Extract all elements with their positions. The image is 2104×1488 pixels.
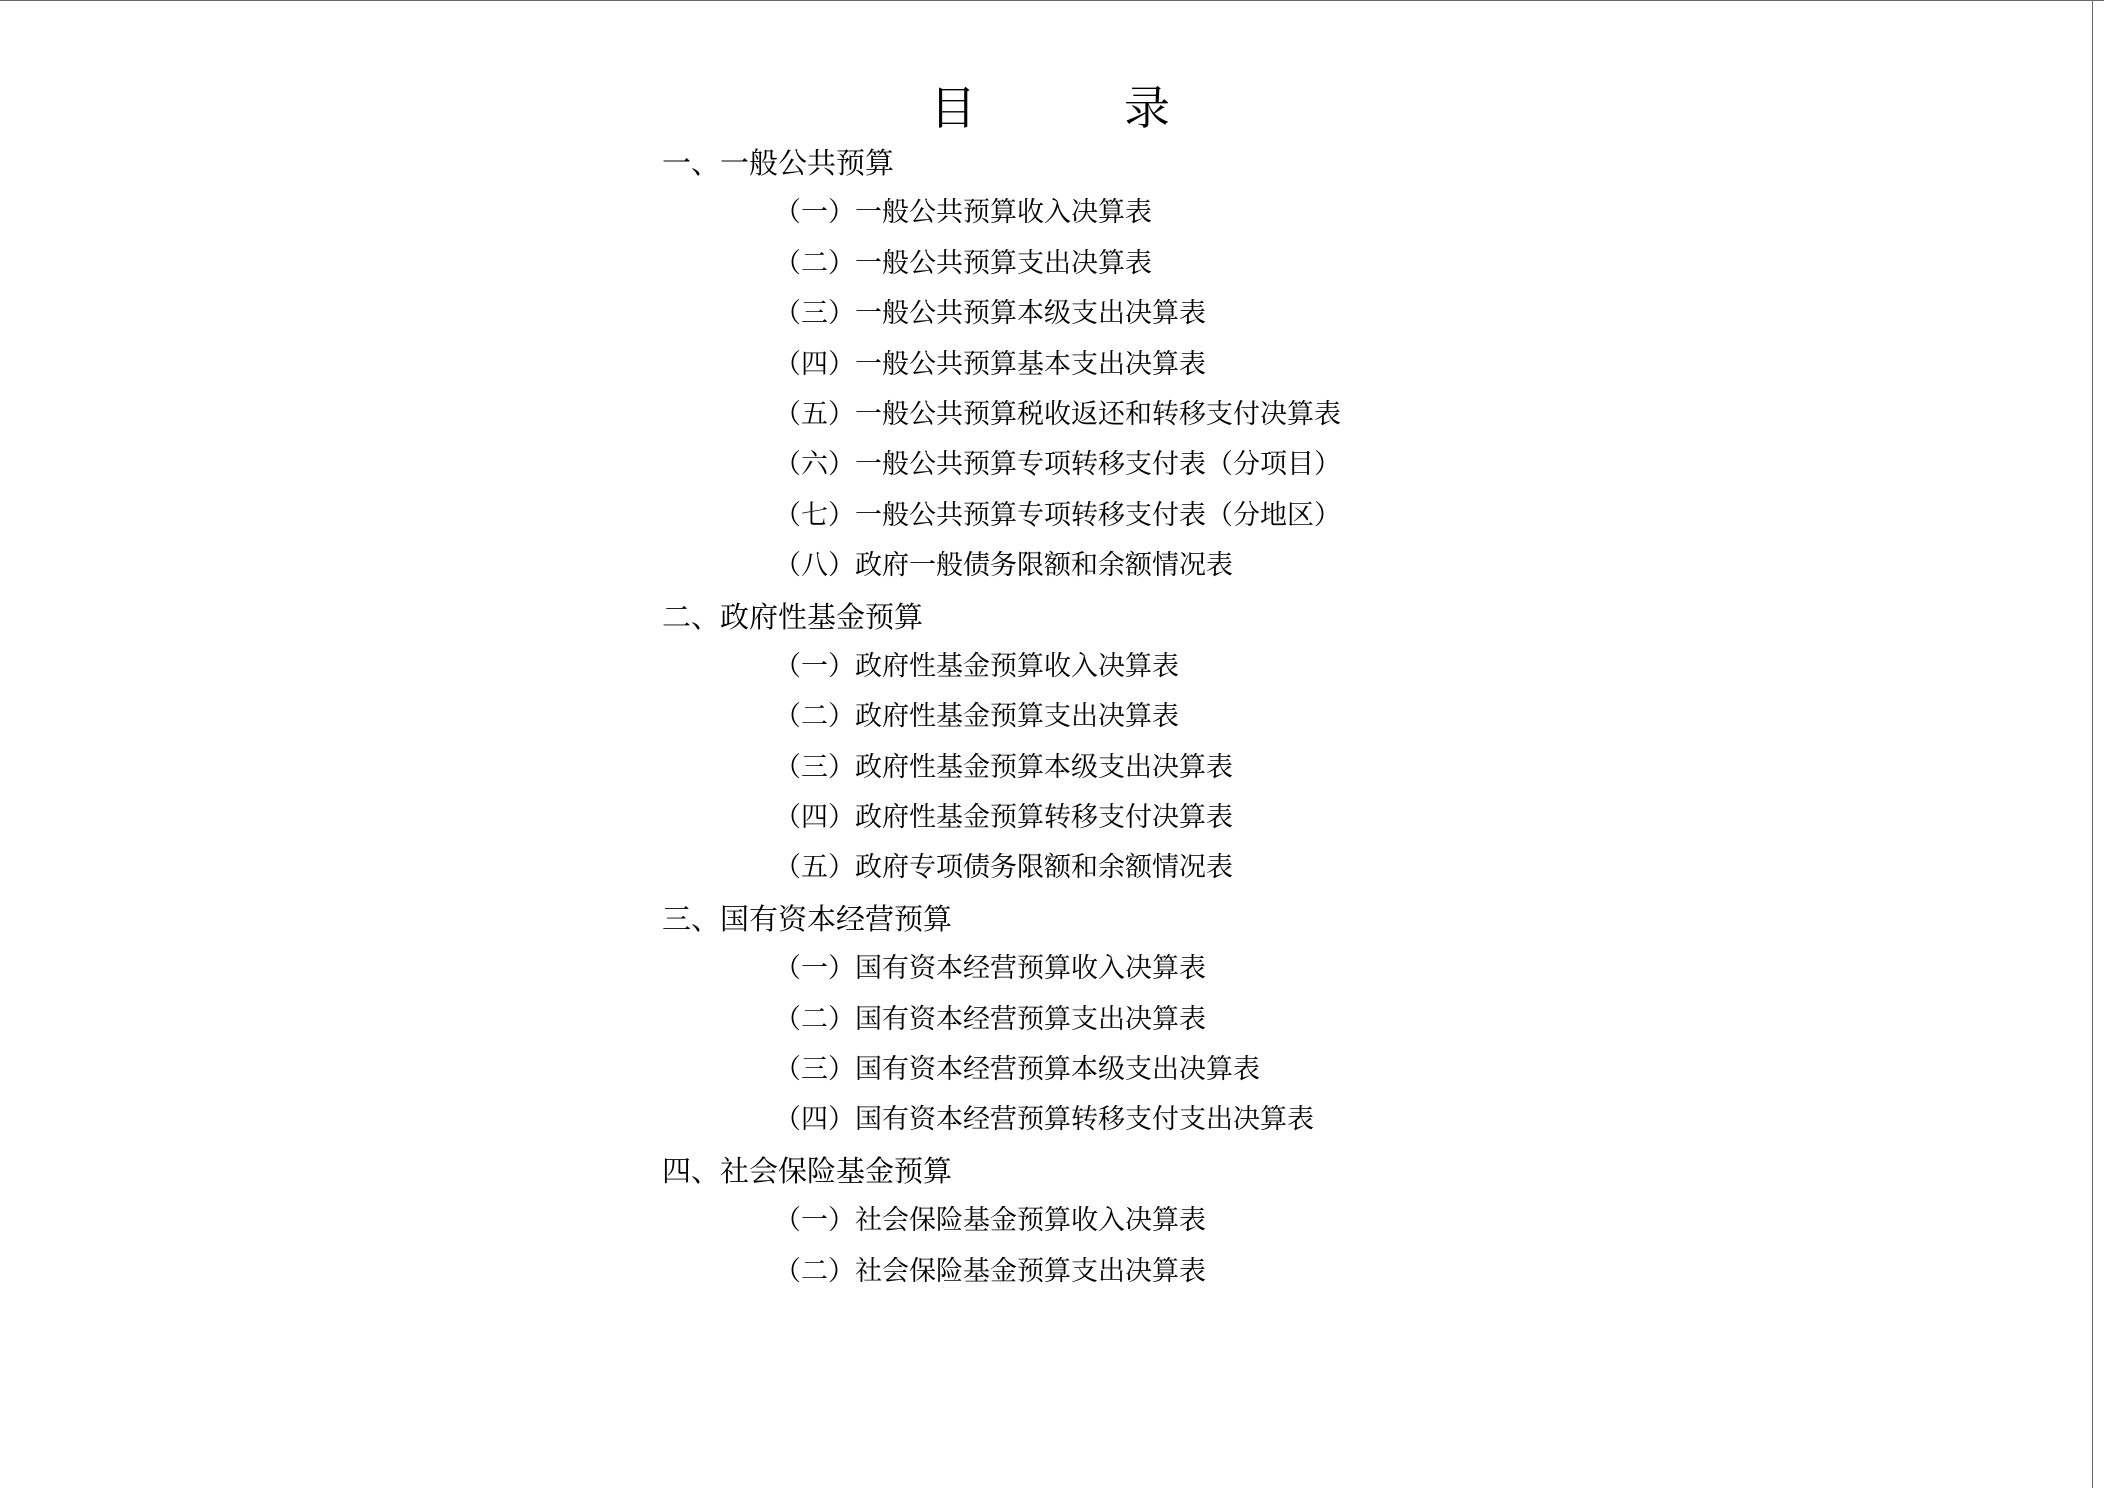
toc-item[interactable]: （八）政府一般债务限额和余额情况表 (774, 550, 1233, 582)
toc-subsection-list (662, 944, 1562, 1146)
toc-item[interactable]: （二）社会保险基金预算支出决算表 (774, 1255, 1206, 1287)
toc-section-social-insurance-budget (662, 1146, 1562, 1297)
toc-item[interactable]: （三）政府性基金预算本级支出决算表 (774, 751, 1233, 783)
toc-section-heading[interactable]: 一、一般公共预算 (662, 146, 895, 180)
toc-item[interactable]: （二）一般公共预算支出决算表 (774, 247, 1152, 279)
toc-subsection-list (662, 1196, 1562, 1297)
page-border-right (2092, 0, 2093, 1488)
toc-section-general-budget (662, 138, 1562, 592)
page-title-char-2: 录 (1124, 81, 1170, 135)
page-title (930, 78, 1170, 138)
toc-section-state-capital-budget (662, 894, 1562, 1146)
toc-item[interactable]: （一）国有资本经营预算收入决算表 (774, 953, 1206, 985)
toc-item[interactable]: （三）国有资本经营预算本级支出决算表 (774, 1054, 1260, 1086)
toc-item[interactable]: （三）一般公共预算本级支出决算表 (774, 298, 1206, 330)
toc-section-heading[interactable]: 三、国有资本经营预算 (662, 901, 953, 936)
toc-item[interactable]: （五）政府专项债务限额和余额情况表 (774, 852, 1233, 884)
toc-item[interactable]: （二）国有资本经营预算支出决算表 (774, 1003, 1206, 1035)
toc-item[interactable]: （二）政府性基金预算支出决算表 (774, 701, 1179, 733)
page-border-top (0, 0, 2104, 1)
toc-item[interactable]: （六）一般公共预算专项转移支付表（分项目） (774, 449, 1341, 481)
toc-item[interactable]: （四）一般公共预算基本支出决算表 (774, 348, 1206, 380)
page-title-char-1: 目 (930, 81, 976, 135)
toc-section-government-fund-budget (662, 592, 1562, 894)
toc-item[interactable]: （五）一般公共预算税收返还和转移支付决算表 (774, 398, 1341, 430)
toc-item[interactable]: （七）一般公共预算专项转移支付表（分地区） (774, 499, 1341, 531)
toc-item[interactable]: （四）国有资本经营预算转移支付支出决算表 (774, 1104, 1314, 1136)
toc-section-heading[interactable]: 二、政府性基金预算 (662, 599, 924, 634)
toc-item[interactable]: （一）一般公共预算收入决算表 (774, 197, 1152, 229)
toc-subsection-list (662, 188, 1562, 591)
toc-item[interactable]: （一）社会保险基金预算收入决算表 (774, 1205, 1206, 1237)
toc-item[interactable]: （一）政府性基金预算收入决算表 (774, 650, 1179, 682)
toc-section-heading[interactable]: 四、社会保险基金预算 (662, 1153, 953, 1188)
table-of-contents (662, 138, 1562, 1297)
toc-item[interactable]: （四）政府性基金预算转移支付决算表 (774, 802, 1233, 834)
toc-subsection-list (662, 642, 1562, 894)
